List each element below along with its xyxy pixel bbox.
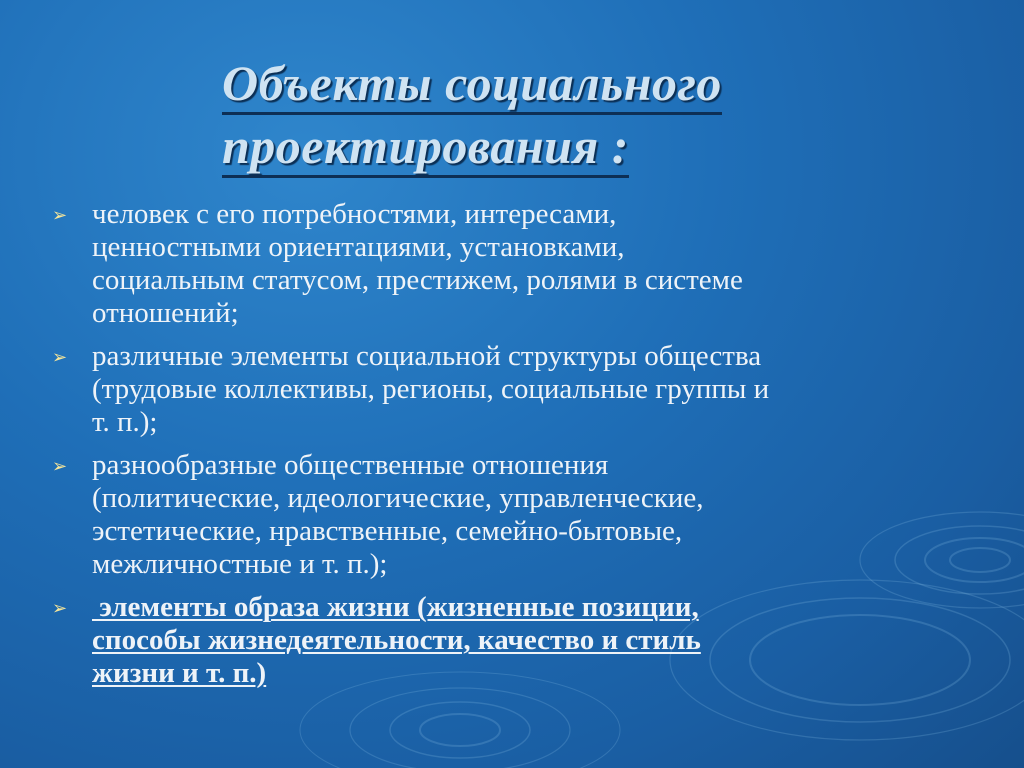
arrow-bullet-icon: ➢ bbox=[52, 598, 68, 619]
bullet-text-line: социальным статусом, престижем, ролями в системе bbox=[92, 264, 743, 296]
bullet-item-structure bbox=[52, 340, 952, 439]
title-line-2: проектирования : bbox=[222, 117, 629, 178]
bullet-item-lifestyle bbox=[52, 591, 952, 690]
bullet-text-line: ценностными ориентациями, установками, bbox=[92, 231, 625, 263]
title-line-1: Объекты социального bbox=[222, 54, 722, 115]
bullet-list bbox=[52, 198, 952, 700]
bullet-item-relations bbox=[52, 449, 952, 581]
bullet-text-emphasis: элементы образа жизни (жизненные позиции, bbox=[92, 591, 699, 623]
arrow-bullet-icon: ➢ bbox=[52, 456, 68, 477]
bullet-text-line bbox=[92, 591, 952, 624]
slide-title bbox=[222, 52, 982, 178]
bullet-text-emphasis: способы жизнедеятельности, качество и стиль bbox=[92, 624, 701, 656]
bullet-text-line bbox=[92, 624, 952, 657]
arrow-bullet-icon: ➢ bbox=[52, 205, 68, 226]
bullet-text-emphasis: жизни и т. п.) bbox=[92, 657, 267, 689]
bullet-text-line: отношений; bbox=[92, 297, 239, 329]
arrow-bullet-icon: ➢ bbox=[52, 347, 68, 368]
bullet-text-line: разнообразные общественные отношения bbox=[92, 449, 609, 481]
bullet-item-person bbox=[52, 198, 952, 330]
bullet-text-line bbox=[92, 657, 952, 690]
bullet-text-line: (политические, идеологические, управленческие, bbox=[92, 482, 704, 514]
bullet-text-line: т. п.); bbox=[92, 406, 158, 438]
bullet-text-line: (трудовые коллективы, регионы, социальные группы и bbox=[92, 373, 770, 405]
bullet-text-line: эстетические, нравственные, семейно-бытовые, bbox=[92, 515, 683, 547]
bullet-text-line: человек с его потребностями, интересами, bbox=[92, 198, 617, 230]
bullet-text-line: межличностные и т. п.); bbox=[92, 548, 388, 580]
bullet-text-line: различные элементы социальной структуры общества bbox=[92, 340, 762, 372]
